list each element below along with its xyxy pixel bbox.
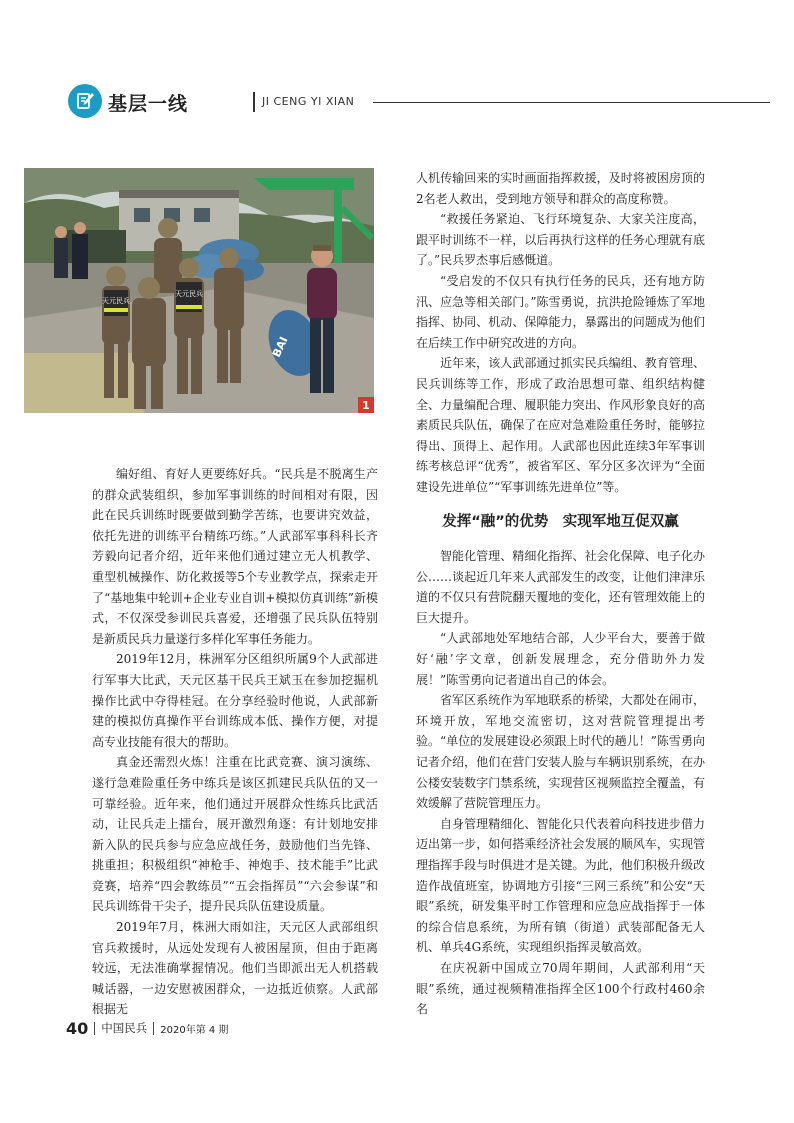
article-photo bbox=[24, 168, 374, 413]
left-paragraph: 真金还需烈火炼！注重在比武竞赛、演习演练、遂行急难险重任务中练兵是该区抓建民兵队伍的又一可靠经验。近年来，他们通过开展群众性练兵比武活动，让民兵走上擂台，展开激烈角逐：有计划地安排新入队的民兵参与应急应战任务，鼓励他们当先锋、挑重担；积极组织“神枪手、神炮手、技术能手”比武竞赛，培养“四会教练员”“五会指挥员”“六会参谋”和民兵训练骨干尖子，提升民兵队伍建设质量。 bbox=[92, 755, 378, 914]
right-paragraph: “受启发的不仅只有执行任务的民兵，还有地方防汛、应急等相关部门。”陈雪勇说，抗洪抢险锤炼了军地指挥、协同、机动、保障能力，暴露出的问题成为他们在后续工作中研究改进的方向。 bbox=[416, 273, 705, 350]
section-header bbox=[68, 84, 770, 124]
bag-text: BAI bbox=[269, 334, 291, 360]
right-paragraph: 人机传输回来的实时画面指挥救援，及时将被困房顶的2名老人救出，受到地方领导和群众的高度称赞。 bbox=[416, 171, 705, 206]
footer-divider bbox=[153, 1022, 154, 1035]
section-title: 基层一线 bbox=[108, 93, 189, 115]
left-column bbox=[92, 464, 378, 1020]
footer-divider bbox=[94, 1022, 95, 1035]
left-paragraph: 编好组、育好人更要练好兵。“民兵是不脱离生产的群众武装组织，参加军事训练的时间相对有限，因此在民兵训练时既要做到勤学苦练，也要讲究效益，依托先进的训练平台精练巧练。”人武部军事科科长齐芳毅向记者介绍，近年来他们通过建立无人机教学、重型机械操作、防化救援等5个专业教学点，探索走开了“基地集中轮训+企业专业自训+模拟仿真训练”新模式，不仅深受参训民兵喜爱，还增强了民兵队伍特别是新质民兵力量遂行多样化军事任务能力。 bbox=[92, 467, 378, 646]
header-divider bbox=[253, 92, 255, 112]
section-pinyin: JI CENG YI XIAN bbox=[262, 95, 355, 108]
right-column bbox=[416, 168, 705, 1020]
header-rule bbox=[373, 102, 770, 103]
vest-text-1: 天元民兵 bbox=[102, 297, 130, 305]
right-paragraph: “救援任务紧迫、飞行环境复杂、大家关注度高，跟平时训练不一样，以后再执行这样的任务心理就有底了。”民兵罗杰事后感慨道。 bbox=[416, 212, 705, 268]
right-paragraph: 省军区系统作为军地联系的桥梁，大都处在闹市，环境开放，军地交流密切，这对营院管理提出考验。“单位的发展建设必须跟上时代的趟儿！”陈雪勇向记者介绍，他们在营门安装人脸与车辆识别系统，在办公楼安装数字门禁系统，实现营区视频监控全覆盖，有效缓解了营院管理压力。 bbox=[416, 693, 705, 811]
magazine-name: 中国民兵 bbox=[101, 1021, 148, 1035]
page-footer bbox=[66, 1018, 228, 1038]
photo-number: 1 bbox=[358, 397, 374, 413]
right-paragraph: 近年来，该人武部通过抓实民兵编组、教育管理、民兵训练等工作，形成了政治思想可靠、组织结构健全、力量编配合理、履职能力突出、作风形象良好的高素质民兵队伍，确保了在应对急难险重任务时，能够拉得出、顶得上、起作用。人武部也因此连续3年军事训练考核总评“优秀”，被省军区、军分区多次评为“全面建设先进单位”“军事训练先进单位”等。 bbox=[416, 356, 705, 494]
pen-icon bbox=[68, 84, 102, 118]
left-paragraph: 2019年12月，株洲军分区组织所属9个人武部进行军事大比武，天元区基干民兵王斌玉在参加挖掘机操作比武中夺得桂冠。在分享经验时他说，人武部新建的模拟仿真操作平台训练成本低、操作方便，对提高专业技能有很大的帮助。 bbox=[92, 652, 378, 749]
vest-text-2: 天元民兵 bbox=[175, 290, 203, 298]
right-paragraph: 自身管理精细化、智能化只代表着向科技进步借力迈出第一步，如何搭乘经济社会发展的顺风车，实现管理指挥手段与时俱进才是关键。为此，他们积极升级改造作战值班室，协调地方引接“三网三系统”和公安“天眼”系统，研发集平时工作管理和应急应战指挥于一体的综合信息系统，为所有镇（街道）武装部配备无人机、单兵4G系统，实现组织指挥灵敏高效。 bbox=[416, 816, 705, 955]
left-paragraph: 2019年7月，株洲大雨如注，天元区人武部组织官兵救援时，从远处发现有人被困屋顶，但由于距离较远，无法准确掌握情况。他们当即派出无人机搭载喊话器，一边安慰被困群众，一边抵近侦察。人武部根据无 bbox=[92, 920, 378, 1017]
right-paragraph: 智能化管理、精细化指挥、社会化保障、电子化办公……谈起近几年来人武部发生的改变，让他们津津乐道的不仅只有营院翻天覆地的变化，还有管理效能上的巨大提升。 bbox=[416, 549, 705, 625]
right-paragraph: 在庆祝新中国成立70周年期间，人武部利用“天眼”系统，通过视频精准指挥全区100个行政村460余名 bbox=[416, 960, 705, 1017]
page-number: 40 bbox=[66, 1018, 89, 1038]
right-paragraph: “人武部地处军地结合部，人少平台大，要善于做好‘融’字文章，创新发展理念，充分借助外力发展！”陈雪勇向记者道出自己的体会。 bbox=[416, 631, 705, 687]
subheading: 发挥“融”的优势 实现军地互促双赢 bbox=[442, 513, 679, 530]
issue-label: 2020年第 4 期 bbox=[160, 1024, 229, 1036]
